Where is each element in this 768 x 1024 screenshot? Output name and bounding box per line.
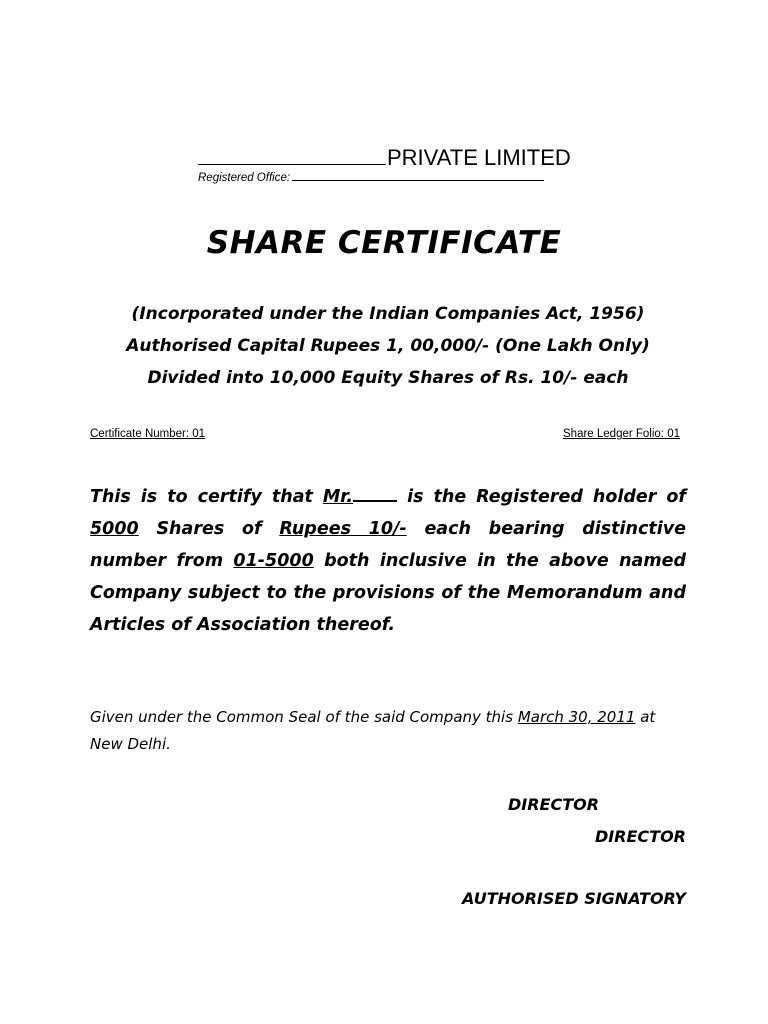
registered-office-label: Registered Office: [198, 172, 291, 184]
director-signature-1: DIRECTOR [508, 795, 600, 814]
authorised-capital-line: Authorised Capital Rupees 1, 00,000/- (One Lakh Only) [126, 336, 650, 356]
company-name-line [198, 144, 571, 171]
registered-office-line [198, 170, 544, 185]
holder-name-blank [353, 484, 397, 502]
share-value: Rupees 10/- [279, 519, 407, 539]
body-text-4: each bearing distinctive number from [90, 519, 686, 571]
ledger-folio: Share Ledger Folio: 01 [563, 428, 680, 440]
company-name-blank [198, 144, 386, 165]
issue-date: March 30, 2011 [517, 708, 636, 726]
seal-text-2: at New Delhi. [90, 708, 656, 753]
seal-text-1: Given under the Common Seal of the said Company this [90, 708, 518, 726]
body-text-2: is the Registered holder of [397, 487, 686, 507]
body-text-1: This is to certify that [90, 487, 323, 507]
certification-paragraph [90, 481, 686, 641]
registered-office-blank [292, 170, 544, 181]
certificate-number: Certificate Number: 01 [90, 428, 206, 440]
share-division-line: Divided into 10,000 Equity Shares of Rs. 10/- each [147, 368, 629, 388]
share-count: 5000 [90, 519, 139, 539]
director-signature-2: DIRECTOR [594, 827, 686, 846]
share-range: 01-5000 [233, 551, 314, 571]
body-text-5: both inclusive in the above named Company subject to the provisions of the Memorandum and Articles of Association thereof. [90, 551, 686, 635]
authorised-signatory: AUTHORISED SIGNATORY [462, 889, 686, 908]
seal-statement [90, 704, 690, 758]
holder-prefix: Mr. [322, 487, 354, 507]
certificate-title: SHARE CERTIFICATE [206, 225, 562, 261]
body-text-3: Shares of [138, 519, 280, 539]
incorporation-line: (Incorporated under the Indian Companies Act, 1956) [131, 304, 645, 324]
company-suffix: PRIVATE LIMITED [387, 145, 571, 170]
